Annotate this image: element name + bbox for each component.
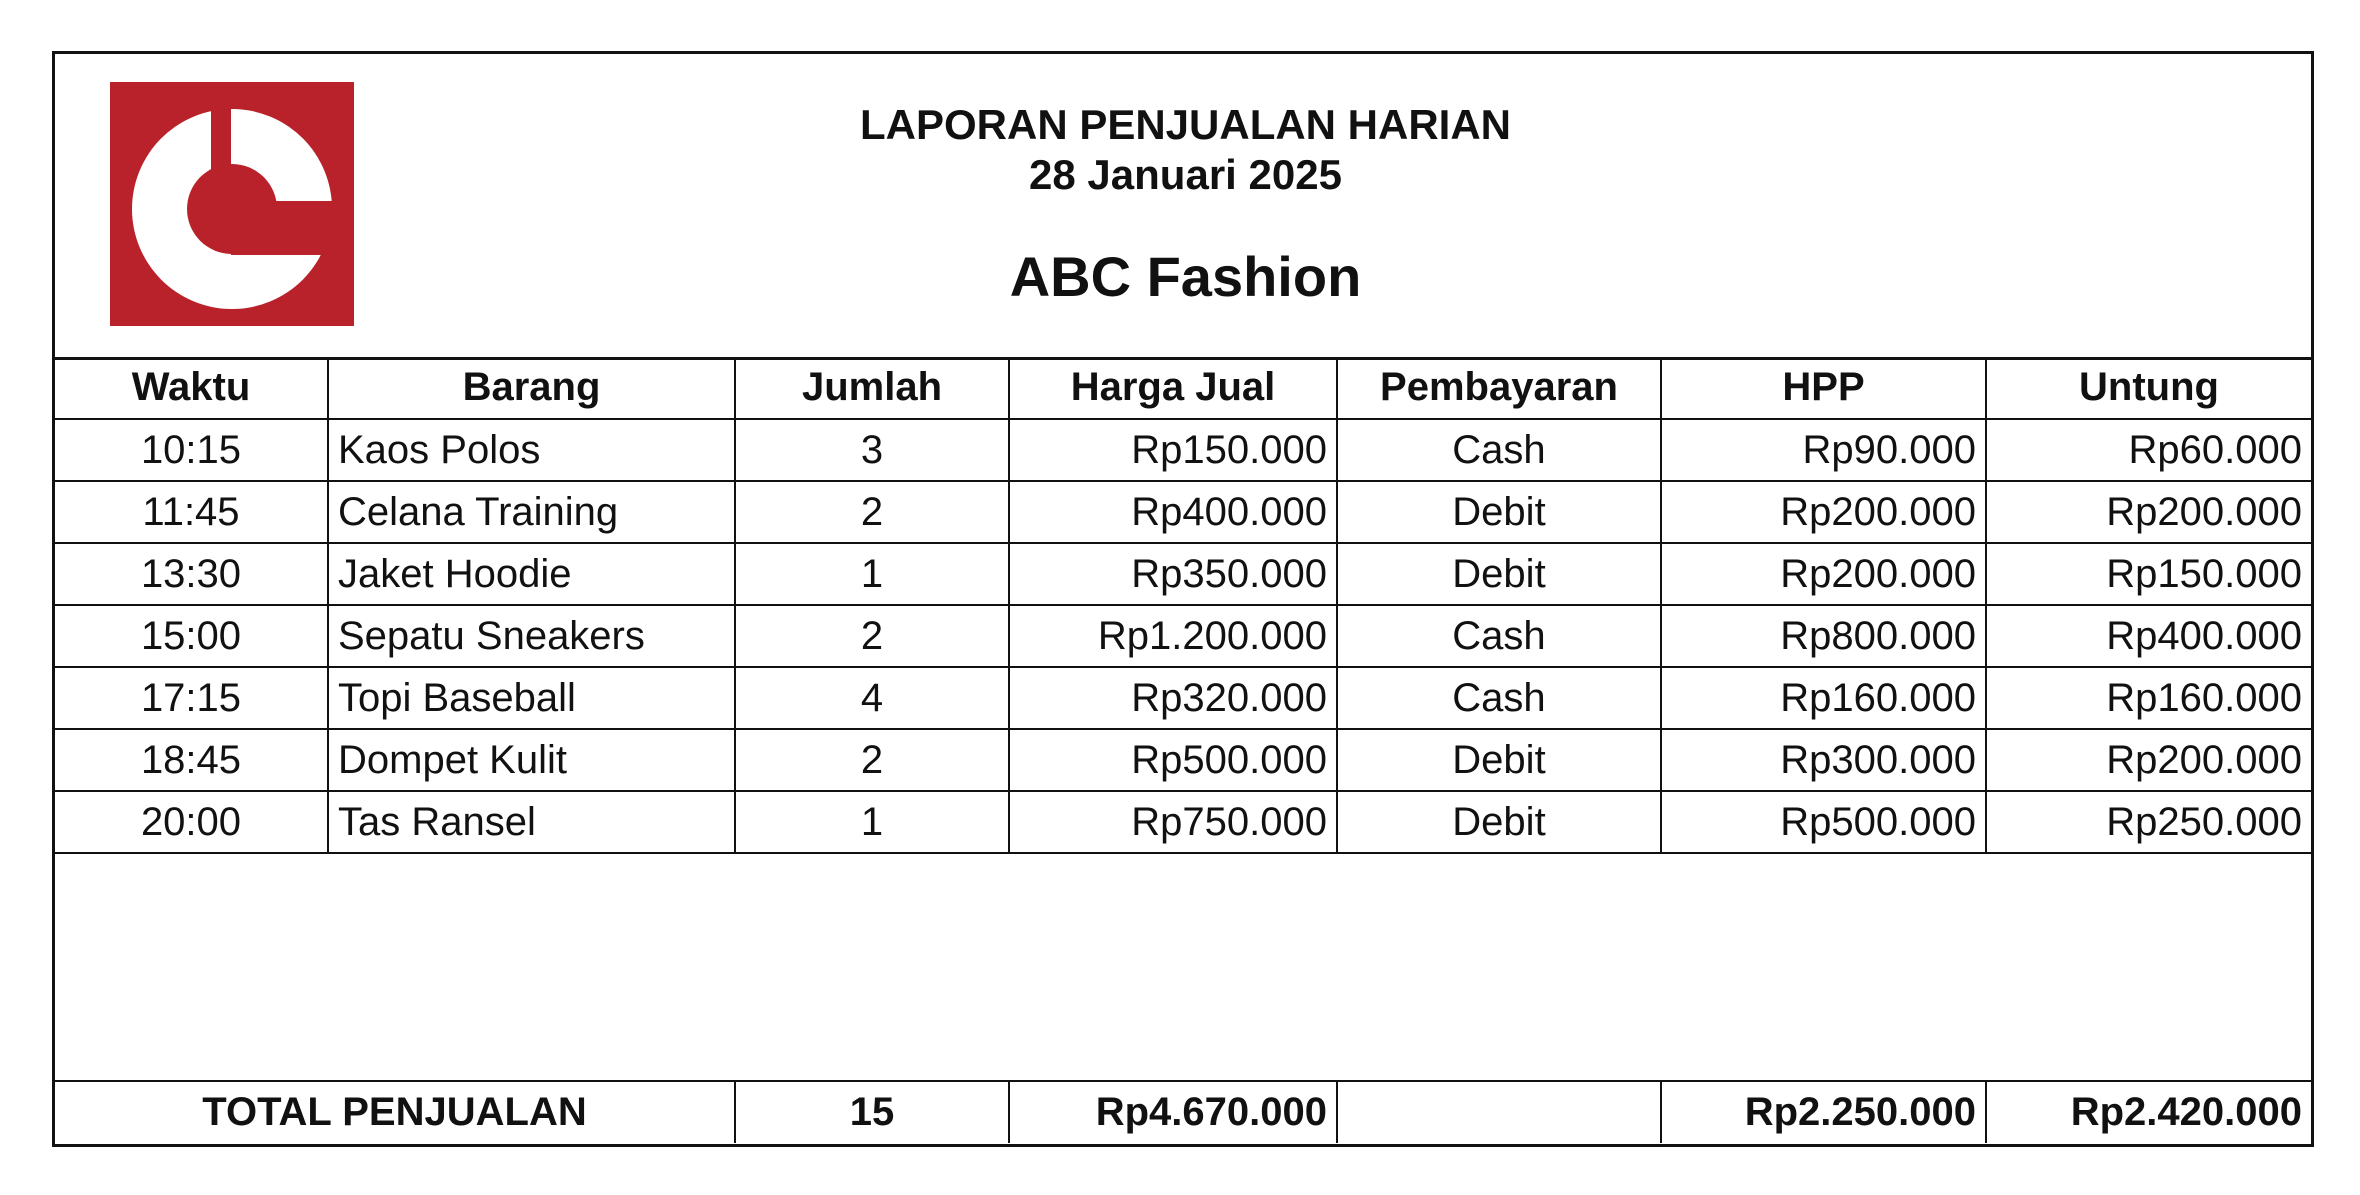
total-profit: Rp2.420.000: [1986, 1081, 2311, 1143]
total-qty: 15: [735, 1081, 1009, 1143]
cell-item: Sepatu Sneakers: [328, 605, 735, 667]
cell-item: Topi Baseball: [328, 667, 735, 729]
blank-area: [55, 853, 2311, 1081]
cell-profit: Rp400.000: [1986, 605, 2311, 667]
cell-item: Jaket Hoodie: [328, 543, 735, 605]
table-row: [55, 481, 2311, 543]
cell-payment: Debit: [1337, 729, 1661, 791]
column-header-cogs: HPP: [1661, 357, 1986, 419]
table-row: [55, 729, 2311, 791]
cell-profit: Rp250.000: [1986, 791, 2311, 853]
cell-qty: 1: [735, 543, 1009, 605]
column-header-price: Harga Jual: [1009, 357, 1337, 419]
cell-cogs: Rp200.000: [1661, 481, 1986, 543]
cell-qty: 2: [735, 605, 1009, 667]
report-date: 28 Januari 2025: [1029, 151, 1342, 198]
cell-qty: 2: [735, 481, 1009, 543]
cell-profit: Rp200.000: [1986, 481, 2311, 543]
cell-price: Rp750.000: [1009, 791, 1337, 853]
cell-payment: Debit: [1337, 791, 1661, 853]
cell-cogs: Rp500.000: [1661, 791, 1986, 853]
cell-price: Rp350.000: [1009, 543, 1337, 605]
cell-time: 20:00: [55, 791, 328, 853]
cell-price: Rp1.200.000: [1009, 605, 1337, 667]
cell-payment: Cash: [1337, 605, 1661, 667]
table-row: [55, 543, 2311, 605]
cell-time: 13:30: [55, 543, 328, 605]
total-cogs: Rp2.250.000: [1661, 1081, 1986, 1143]
cell-item: Kaos Polos: [328, 419, 735, 481]
cell-cogs: Rp90.000: [1661, 419, 1986, 481]
cell-price: Rp320.000: [1009, 667, 1337, 729]
column-header-qty: Jumlah: [735, 357, 1009, 419]
cell-cogs: Rp200.000: [1661, 543, 1986, 605]
sales-table: [55, 357, 2311, 1143]
store-name: ABC Fashion: [1009, 245, 1362, 308]
cell-cogs: Rp300.000: [1661, 729, 1986, 791]
cell-time: 17:15: [55, 667, 328, 729]
cell-qty: 2: [735, 729, 1009, 791]
table-row: [55, 667, 2311, 729]
column-header-payment: Pembayaran: [1337, 357, 1661, 419]
cell-payment: Debit: [1337, 481, 1661, 543]
cell-qty: 3: [735, 419, 1009, 481]
blank-row: [55, 853, 2311, 1081]
cell-time: 15:00: [55, 605, 328, 667]
report-title: LAPORAN PENJUALAN HARIAN: [859, 101, 1512, 148]
cell-price: Rp150.000: [1009, 419, 1337, 481]
cell-qty: 1: [735, 791, 1009, 853]
cell-price: Rp400.000: [1009, 481, 1337, 543]
column-header-profit: Untung: [1986, 357, 2311, 419]
cell-time: 18:45: [55, 729, 328, 791]
total-label: TOTAL PENJUALAN: [55, 1081, 735, 1143]
cell-item: Celana Training: [328, 481, 735, 543]
cell-profit: Rp60.000: [1986, 419, 2311, 481]
total-row: [55, 1081, 2311, 1143]
cell-payment: Debit: [1337, 543, 1661, 605]
table-row: [55, 419, 2311, 481]
cell-profit: Rp160.000: [1986, 667, 2311, 729]
table-row: [55, 791, 2311, 853]
cell-profit: Rp200.000: [1986, 729, 2311, 791]
column-header-time: Waktu: [55, 357, 328, 419]
table-row: [55, 605, 2311, 667]
cell-price: Rp500.000: [1009, 729, 1337, 791]
cell-payment: Cash: [1337, 419, 1661, 481]
table-header-row: [55, 357, 2311, 419]
sales-report: [52, 51, 2314, 1147]
report-header: [55, 54, 2311, 360]
cell-item: Dompet Kulit: [328, 729, 735, 791]
total-price: Rp4.670.000: [1009, 1081, 1337, 1143]
column-header-item: Barang: [328, 357, 735, 419]
cell-payment: Cash: [1337, 667, 1661, 729]
total-payment: [1337, 1081, 1661, 1143]
cell-cogs: Rp800.000: [1661, 605, 1986, 667]
cell-profit: Rp150.000: [1986, 543, 2311, 605]
cell-cogs: Rp160.000: [1661, 667, 1986, 729]
cell-time: 10:15: [55, 419, 328, 481]
cell-time: 11:45: [55, 481, 328, 543]
cell-qty: 4: [735, 667, 1009, 729]
cell-item: Tas Ransel: [328, 791, 735, 853]
